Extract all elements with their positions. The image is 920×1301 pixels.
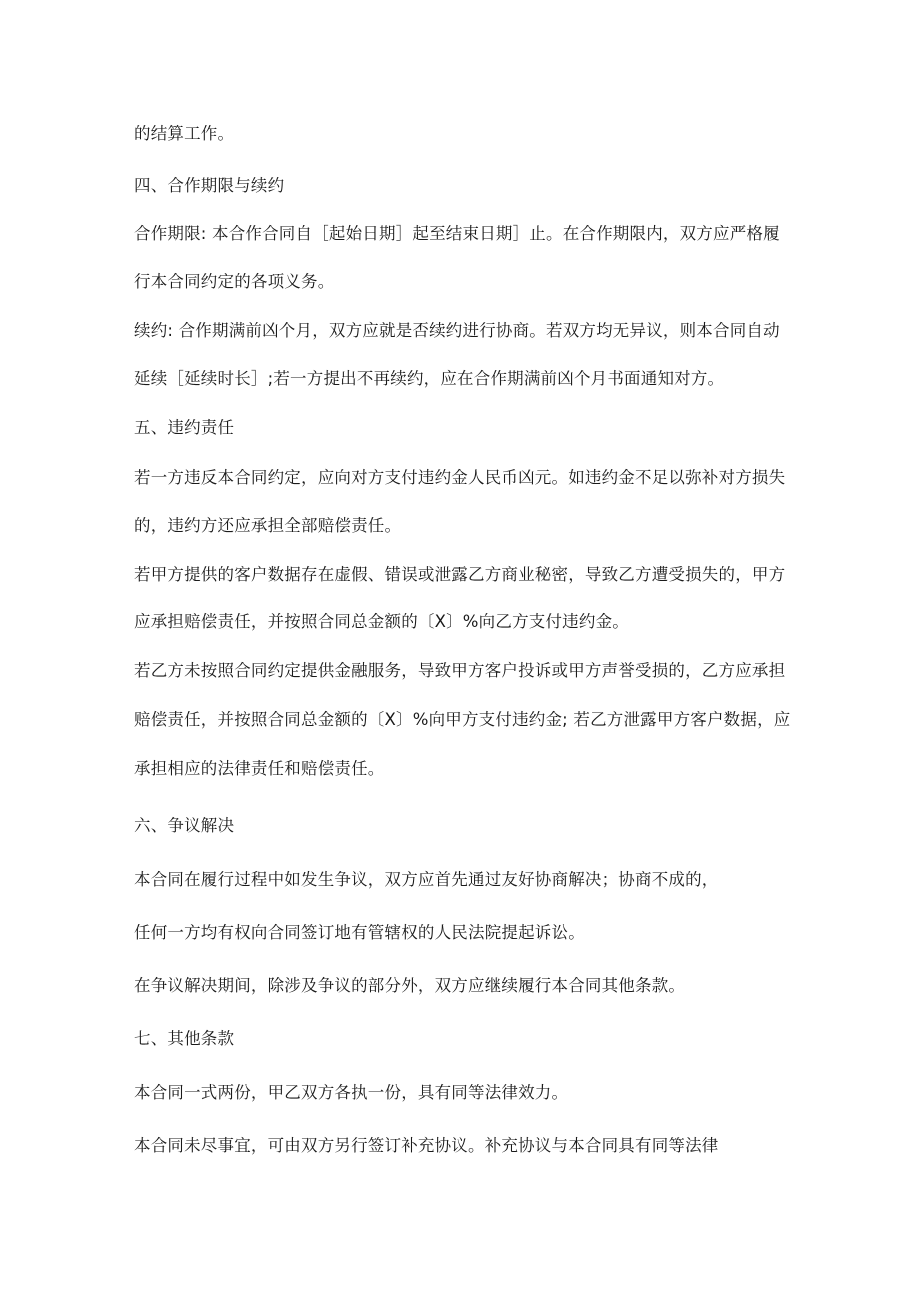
section-heading: 六、争议解决 bbox=[134, 816, 235, 835]
text-line: 应承担赔偿责任，并按照合同总金额的〔X〕%向乙方支付违约金。 bbox=[134, 612, 629, 631]
text-line: 的结算工作。 bbox=[134, 124, 235, 143]
section-heading: 四、合作期限与续约 bbox=[134, 176, 285, 195]
text-line: 本合同未尽事宜，可由双方另行签订补充协议。补充协议与本合同具有同等法律 bbox=[134, 1136, 719, 1155]
text-line: 承担相应的法律责任和赔偿责任。 bbox=[134, 759, 385, 778]
text-line: 若乙方未按照合同约定提供金融服务，导致甲方客户投诉或甲方声誉受损的，乙方应承担 bbox=[134, 661, 786, 680]
text-line: 赔偿责任，并按照合同总金额的〔X〕%向甲方支付违约金; 若乙方泄露甲方客户数据，应 bbox=[134, 710, 791, 729]
text-line: 若甲方提供的客户数据存在虚假、错误或泄露乙方商业秘密，导致乙方遭受损失的，甲方 bbox=[134, 565, 786, 584]
text-line: 续约: 合作期满前凶个月，双方应就是否续约进行协商。若双方均无异议，则本合同自动 bbox=[134, 321, 780, 340]
text-line: 本合同在履行过程中如发生争议，双方应首先通过友好协商解决；协商不成的， bbox=[134, 870, 719, 889]
text-line: 若一方违反本合同约定，应向对方支付违约金人民币凶元。如违约金不足以弥补对方损失 bbox=[134, 468, 786, 487]
text-line: 的，违约方还应承担全部赔偿责任。 bbox=[134, 516, 402, 535]
section-heading: 五、违约责任 bbox=[134, 418, 235, 437]
text-line: 任何一方均有权向合同签订地有管辖权的人民法院提起诉讼。 bbox=[134, 923, 585, 942]
text-line: 合作期限: 本合作合同自［起始日期］起至结束日期］止。在合作期限内，双方应严格履 bbox=[134, 224, 780, 243]
text-line: 行本合同约定的各项义务。 bbox=[134, 272, 335, 291]
text-line: 延续［延续时长］;若一方提出不再续约，应在合作期满前凶个月书面通知对方。 bbox=[134, 369, 725, 388]
text-line: 在争议解决期间，除涉及争议的部分外，双方应继续履行本合同其他条款。 bbox=[134, 976, 686, 995]
text-line: 本合同一式两份，甲乙双方各执一份，具有同等法律效力。 bbox=[134, 1083, 569, 1102]
section-heading: 七、其他条款 bbox=[134, 1029, 235, 1048]
